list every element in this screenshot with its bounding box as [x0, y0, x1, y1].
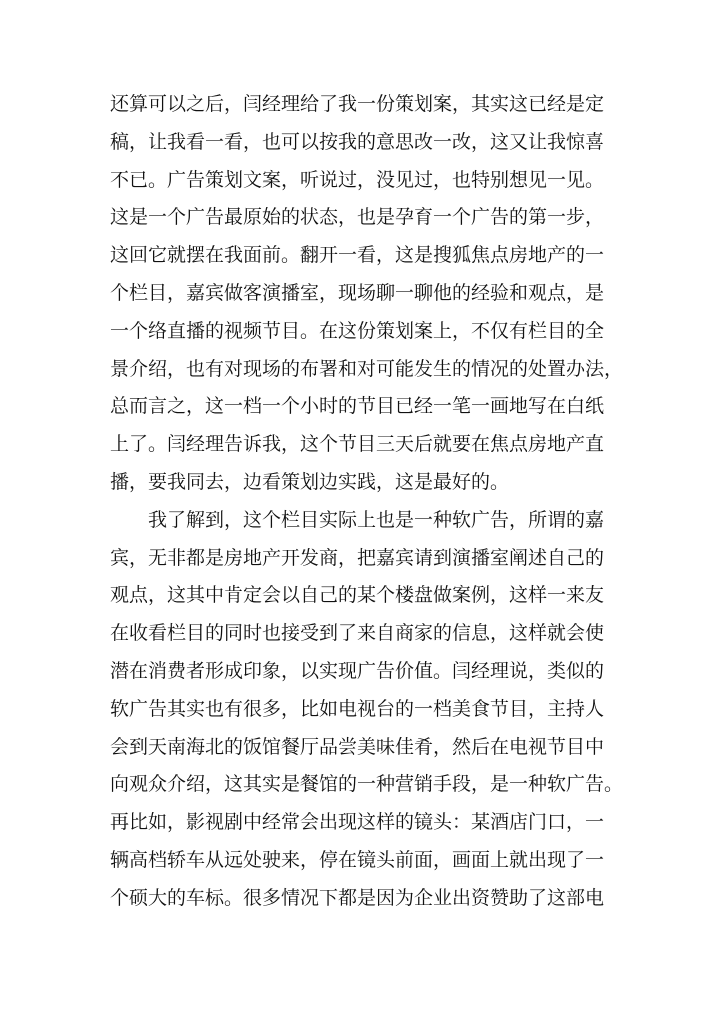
- text-line: 会到天南海北的饭馆餐厅品尝美味佳肴，然后在电视节目中: [110, 735, 605, 758]
- text-line: 潜在消费者形成印象，以实现广告价值。闫经理说，类似的: [110, 659, 605, 682]
- text-line: 一个络直播的视频节目。在这份策划案上，不仅有栏目的全: [110, 319, 605, 342]
- text-line: 个硕大的车标。很多情况下都是因为企业出资赞助了这部电: [110, 886, 605, 909]
- text-line: 辆高档轿车从远处驶来，停在镜头前面，画面上就出现了一: [110, 848, 605, 871]
- text-line: 还算可以之后，闫经理给了我一份策划案，其实这已经是定: [110, 93, 605, 115]
- text-line: 上了。闫经理告诉我，这个节目三天后就要在焦点房地产直: [110, 433, 605, 456]
- text-line: 稿，让我看一看，也可以按我的意思改一改，这又让我惊喜: [110, 130, 605, 153]
- text-line: 不已。广告策划文案，听说过，没见过，也特别想见一见。: [110, 168, 605, 191]
- text-line: 向观众介绍，这其实是餐馆的一种营销手段，是一种软广告。: [110, 773, 624, 796]
- text-line: 景介绍，也有对现场的布署和对可能发生的情况的处置办法，: [110, 357, 624, 380]
- text-line: 再比如，影视剧中经常会出现这样的镜头：某酒店门口，一: [110, 811, 605, 834]
- text-line: 在收看栏目的同时也接受到了来自商家的信息，这样就会使: [110, 622, 605, 645]
- text-line: 播，要我同去，边看策划边实践，这是最好的。: [110, 470, 510, 493]
- text-line: 总而言之，这一档一个小时的节目已经一笔一画地写在白纸: [110, 395, 605, 418]
- text-line: 这回它就摆在我面前。翻开一看，这是搜狐焦点房地产的一: [110, 244, 605, 267]
- text-line: 个栏目，嘉宾做客演播室，现场聊一聊他的经验和观点，是: [110, 281, 605, 304]
- body-text: [110, 86, 624, 918]
- text-line: 宾，无非都是房地产开发商，把嘉宾请到演播室阐述自己的: [110, 546, 605, 569]
- text-line: 软广告其实也有很多，比如电视台的一档美食节目，主持人: [110, 697, 605, 720]
- paragraph-first-line: 我了解到，这个栏目实际上也是一种软广告，所谓的嘉: [148, 508, 605, 531]
- text-line: 这是一个广告最原始的状态，也是孕育一个广告的第一步，: [110, 206, 605, 229]
- text-line: 观点，这其中肯定会以自己的某个楼盘做案例，这样一来友: [110, 584, 605, 607]
